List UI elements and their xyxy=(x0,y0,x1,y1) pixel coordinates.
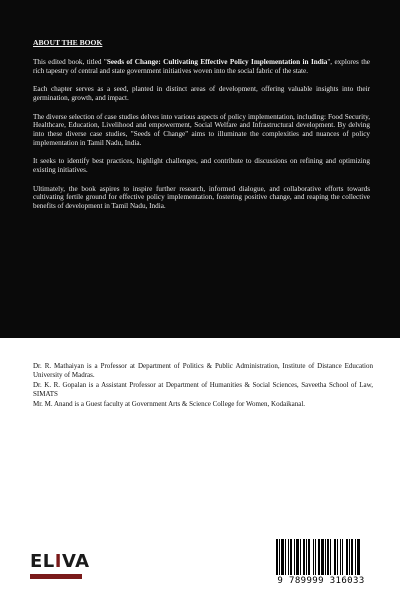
barcode-bar xyxy=(321,539,324,575)
author-panel xyxy=(0,338,400,600)
barcode-bar xyxy=(306,539,307,575)
about-paragraph: The diverse selection of case studies delves into various aspects of policy implementation, including: Food Security, Healthcare, Education, Livelihood and empowerment, Social Welfare and Infrastructural development. By delving into these diverse case studies, "Seeds of Change" aims to illuminate the complexities and nuances of policy implementation in Tamil Nadu, India. xyxy=(33,112,370,147)
barcode-bar xyxy=(288,539,289,575)
barcode-bar xyxy=(313,539,314,575)
author-bio: Mr. M. Anand is a Guest faculty at Government Arts & Science College for Women, Kodaikanal. xyxy=(33,400,306,409)
intro-prefix: This edited book, titled " xyxy=(33,58,107,67)
barcode-bar xyxy=(340,539,341,575)
barcode-bar xyxy=(325,539,326,575)
barcode-bar xyxy=(342,539,343,575)
about-paragraph: Ultimately, the book aspires to inspire further research, informed dialogue, and collaborative efforts towards cultivating fertile ground for effective policy implementation, fostering positive change, and reaping the collective benefits of development in Tamil Nadu, India. xyxy=(33,184,370,210)
barcode-bar xyxy=(281,539,284,575)
barcode-bar xyxy=(318,539,320,575)
barcode-bar xyxy=(300,539,301,575)
barcode-bar xyxy=(290,539,292,575)
about-section xyxy=(33,38,370,220)
intro-suffix: ", explores the rich tapestry of central and state government initiatives woven into the social fabric of the state. xyxy=(33,58,370,75)
isbn-barcode xyxy=(273,538,369,588)
about-paragraph: Each chapter serves as a seed, planted in distinct areas of development, offering valuable insights into their germination, growth, and impact. xyxy=(33,85,370,103)
barcode-bar xyxy=(285,539,286,575)
book-title: Seeds of Change: Cultivating Effective Policy Implementation in India xyxy=(106,58,328,67)
barcode-bar xyxy=(349,539,350,575)
author-bio: Dr. R. Mathaiyan is a Professor at Department of Politics & Public Administration, Institute of Distance Education University of Madras. xyxy=(33,362,373,379)
barcode-bar xyxy=(315,539,316,575)
barcode-bar xyxy=(294,539,295,575)
intro-paragraph xyxy=(33,58,370,75)
barcode-number: 9 789999 316033 xyxy=(277,576,365,586)
barcode-bar xyxy=(351,539,353,575)
about-paragraph: It seeks to identify best practices, highlight challenges, and contribute to discussions on refining and optimizing existing initiatives. xyxy=(33,157,370,174)
barcode-bar xyxy=(276,539,278,575)
barcode-bar xyxy=(303,539,305,575)
barcode-bar xyxy=(330,539,331,575)
barcode-bar xyxy=(308,539,310,575)
barcode-bar xyxy=(279,539,280,575)
barcode-bar xyxy=(327,539,329,575)
publisher-logo-text: ELIVA xyxy=(30,551,90,572)
about-heading: ABOUT THE BOOK xyxy=(33,38,103,47)
author-bio: Dr. K. R. Gopalan is a Assistant Professor at Department of Humanities & Social Sciences, Saveetha School of Law, SIMATS xyxy=(33,381,373,398)
publisher-logo-bar xyxy=(30,574,82,579)
barcode-bar xyxy=(346,539,348,575)
author-list xyxy=(33,362,373,411)
barcode-bar xyxy=(355,539,356,575)
barcode-bar xyxy=(334,539,336,575)
publisher-logo xyxy=(30,552,88,586)
barcode-bar xyxy=(357,539,360,575)
barcode-bars xyxy=(273,538,369,576)
barcode-bar xyxy=(296,539,299,575)
barcode-bar xyxy=(337,539,338,575)
